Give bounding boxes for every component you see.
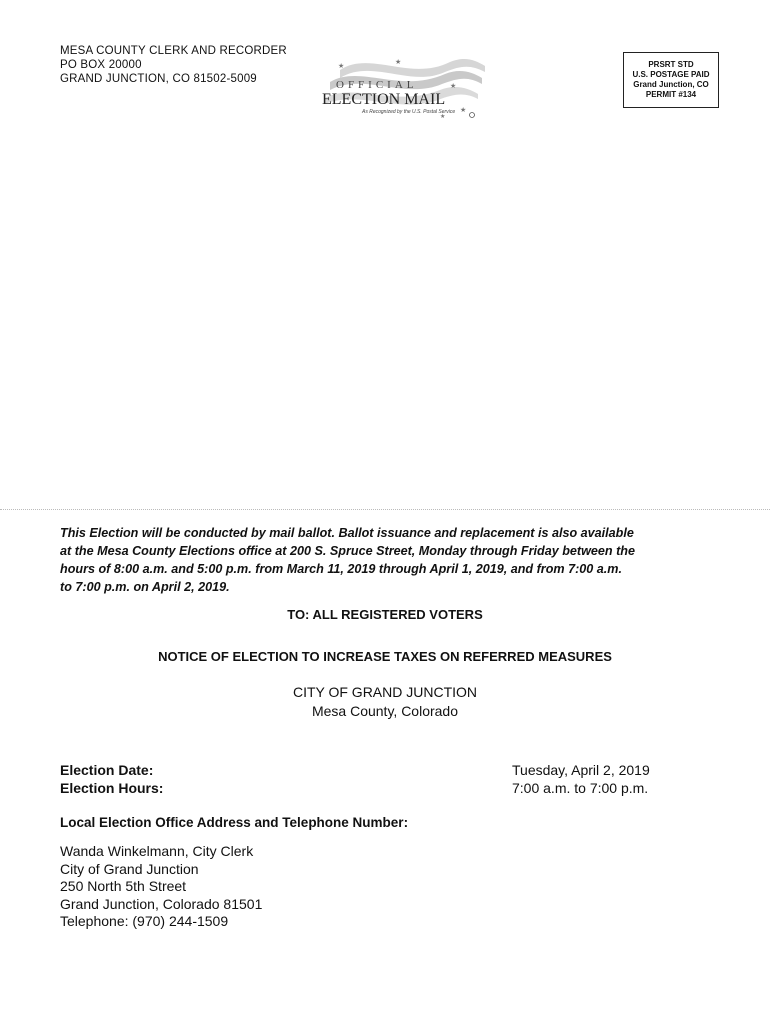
election-mail-logo xyxy=(300,52,490,122)
svg-text:★: ★ xyxy=(395,59,402,66)
notice-line: at the Mesa County Elections office at 200 S. Spruce Street, Monday through Friday between the xyxy=(60,544,636,558)
logo-word-official: OFFICIAL xyxy=(336,79,418,91)
election-office-heading: Local Election Office Address and Telephone Number: xyxy=(60,815,409,830)
return-address-line: PO BOX 20000 xyxy=(60,59,142,71)
notice-title: NOTICE OF ELECTION TO INCREASE TAXES ON REFERRED MEASURES xyxy=(158,649,612,664)
indicia-line: PRSRT STD xyxy=(648,60,694,69)
recipient-line: TO: ALL REGISTERED VOTERS xyxy=(287,607,483,622)
return-address-line: MESA COUNTY CLERK AND RECORDER xyxy=(60,45,287,57)
office-address-line: 250 North 5th Street xyxy=(60,878,187,894)
office-address-line: Wanda Winkelmann, City Clerk xyxy=(60,843,254,859)
logo-word-election-mail: ELECTION MAIL xyxy=(322,91,446,108)
election-hours-label: Election Hours: xyxy=(60,780,164,796)
indicia-line: U.S. POSTAGE PAID xyxy=(632,70,710,79)
mail-ballot-notice xyxy=(60,524,720,596)
office-address-line: Grand Junction, Colorado 81501 xyxy=(60,895,263,912)
notice-line: This Election will be conducted by mail ballot. Ballot issuance and replacement is also available xyxy=(60,526,634,540)
postage-indicia xyxy=(623,52,719,108)
logo-tagline: As Recognized by the U.S. Postal Service xyxy=(362,109,456,115)
fold-line xyxy=(0,509,770,510)
svg-text:★: ★ xyxy=(338,63,345,70)
office-address-line: City of Grand Junction xyxy=(60,860,199,877)
county-name: Mesa County, Colorado xyxy=(311,703,459,719)
office-telephone: Telephone: (970) 244-1509 xyxy=(60,913,229,929)
election-date-label: Election Date: xyxy=(60,762,154,778)
svg-text:★: ★ xyxy=(460,107,467,114)
election-hours-value: 7:00 a.m. to 7:00 p.m. xyxy=(512,780,649,796)
election-office-address xyxy=(60,843,262,931)
notice-line: hours of 8:00 a.m. and 5:00 p.m. from March 11, 2019 through April 1, 2019, and from 7:00 a.m. xyxy=(60,562,622,576)
return-address-line: GRAND JUNCTION, CO 81502-5009 xyxy=(60,73,257,85)
svg-text:★: ★ xyxy=(450,83,457,90)
indicia-line: Grand Junction, CO xyxy=(633,80,709,89)
city-name: CITY OF GRAND JUNCTION xyxy=(292,684,478,700)
notice-line: to 7:00 p.m. on April 2, 2019. xyxy=(60,580,230,594)
svg-text:★: ★ xyxy=(440,114,446,120)
return-address xyxy=(60,44,287,86)
election-date-value: Tuesday, April 2, 2019 xyxy=(512,762,650,778)
indicia-line: PERMIT #134 xyxy=(645,90,697,99)
